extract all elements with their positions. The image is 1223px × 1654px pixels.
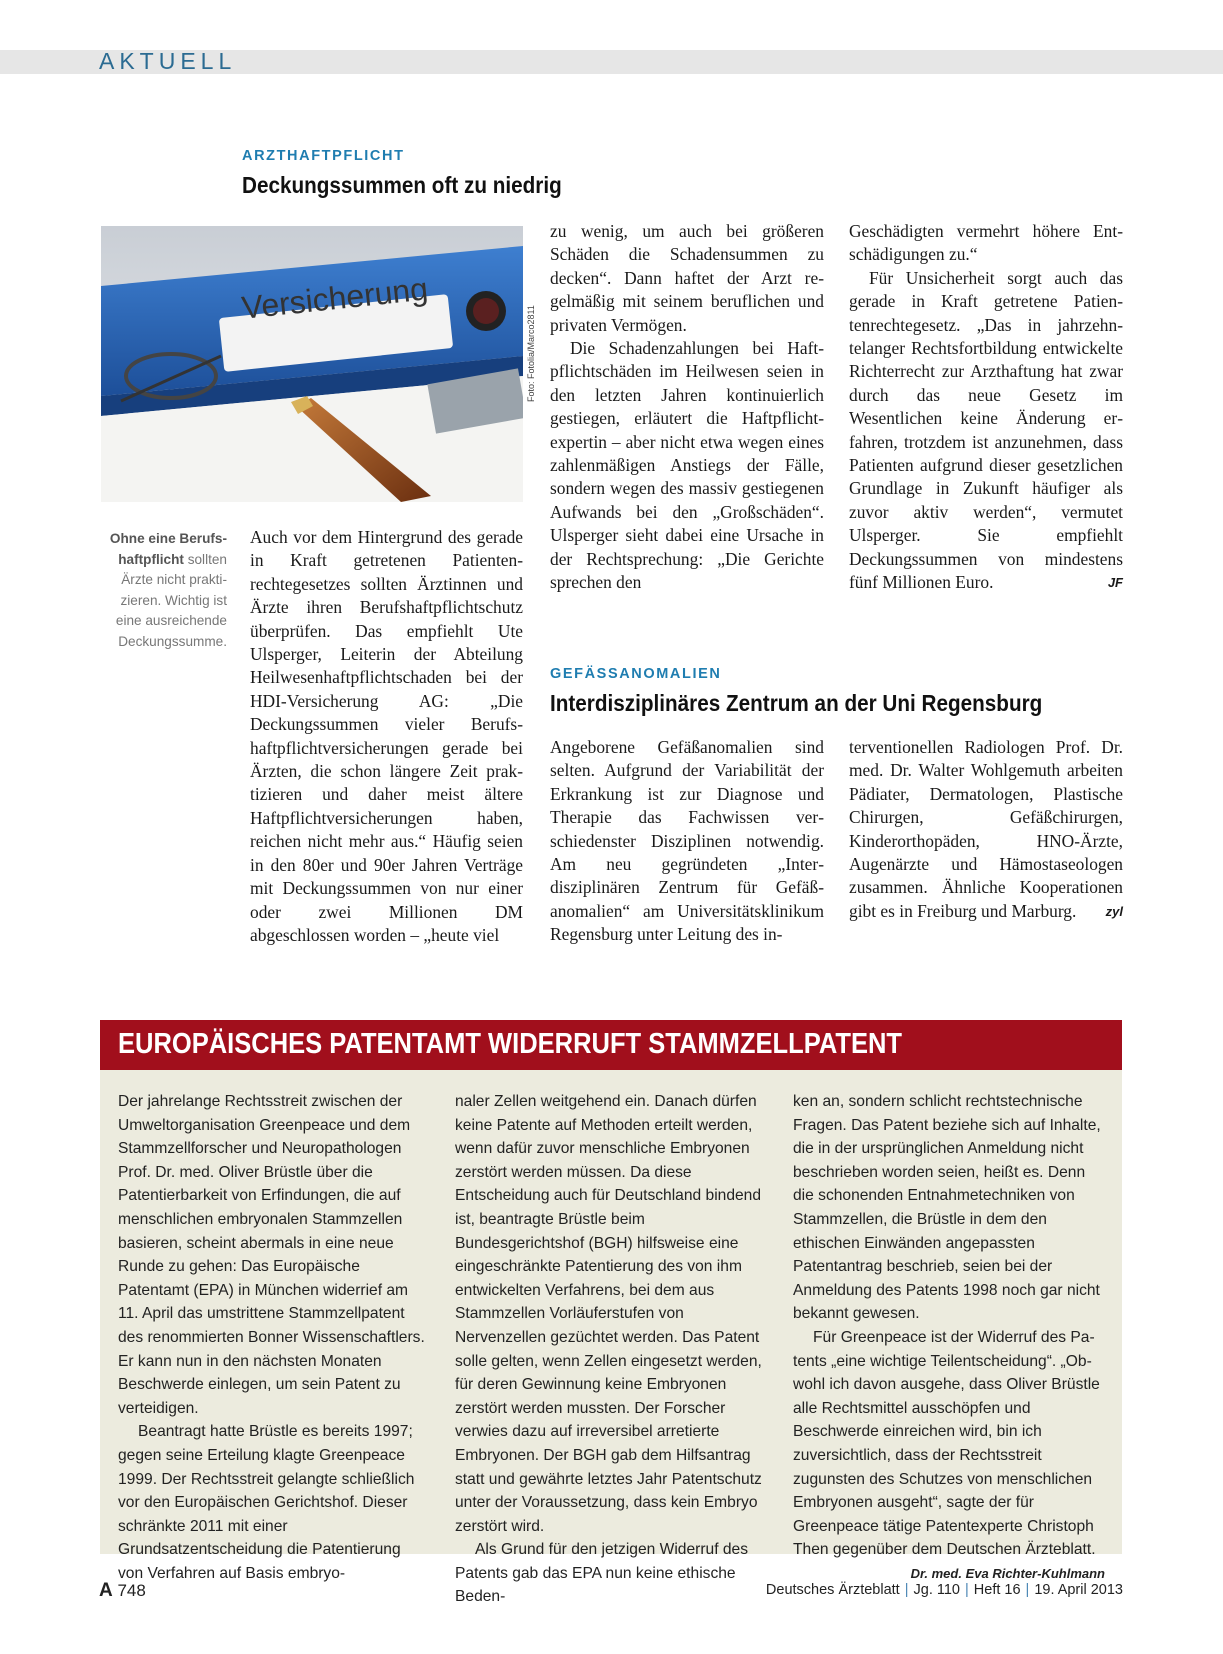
binder-label: Versicherung: [240, 270, 430, 326]
author-signature: JF: [1107, 575, 1123, 591]
section-label: AKTUELL: [99, 48, 237, 74]
caption-bold: Ohne eine Berufshaftpflicht: [109, 531, 227, 567]
article2-title: Interdisziplinäres Zentrum an der Uni Regensburg: [550, 690, 1043, 716]
author-signature: Dr. med. Eva Richter-Kuhlmann: [910, 1565, 1105, 1581]
paragraph: Die Schadenzahlungen bei Haftpflichtschäden im Heilwesen seien in den letzten Jahren kontinuierlich gestiegen, erläutert die Haftpflichtexpertin – aber nicht etwa wegen eines zahlenmäßigen Anstiegs der Fälle, sondern wegen des massiv gestiegenen Aufwands bei den „Großschäden“. Ulsperger sieht dabei eine Ursache in der Rechtsprechung: „Die Gerichte sprechen den: [550, 338, 824, 593]
journal-footer: Deutsches Ärzteblatt | Jg. 110 | Heft 16 | 19. April 2013: [765, 1582, 1123, 1598]
paragraph: Auch vor dem Hintergrund des gerade in Kraft getretenen Patientenrechtegesetzes sollten Ärztinnen und Ärzte ihren Berufshaftpflichtschutz überprüfen. Das empfiehlt Ute Ulsperger, Leiterin der Abteilung Heilwesenhaftpflichtschaden bei der HDI-Versicherung AG: „Die Deckungssummen vieler Berufshaftpflichtversicherungen gerade bei Ärzten, die schon längere Zeit praktizieren und daher meist ältere Haftpflichtversicherungen haben, reichen nicht mehr aus.“ Häufig seien in den 80er und 90er Jahren Verträge mit Deckungssummen von nur einer oder zwei Millionen DM abgeschlossen worden – „heute viel: [250, 527, 523, 945]
journal-volume: Jg. 110: [913, 1582, 960, 1598]
paragraph: naler Zellen weitgehend ein. Danach dürfen keine Patente auf Methoden erteilt werden, wenn dafür zuvor menschliche Embryonen zerstört werden müssen. Da diese Entscheidung auch für Deutschland bindend ist, beantragte Brüstle beim Bundesgerichtshof (BGH) hilfsweise eine eingeschränkte Patentierung des von ihm entwickelten Verfahrens, bei dem aus Stammzellen Vorläuferstufen von Nervenzellen gezüchtet werden. Das Patent solle gelten, wenn Zellen eingesetzt werden, für deren Gewinnung keine Embryonen zerstört werden mussten. Der Forscher verwies dazu auf irreversibel arretierte Embryonen. Der BGH gab dem Hilfsantrag statt und gewährte letztes Jahr Patentschutz unter der Voraussetzung, dass kein Embryo zerstört wird.: [455, 1093, 762, 1535]
box-column-2: [455, 1090, 768, 1609]
paragraph: ken an, sondern schlicht rechtstechnische Fragen. Das Patent beziehe sich auf Inhalte, die in der ursprünglichen Anmeldung nicht beschrieben worden seien, heißt es. Denn die schonenden Entnahmetechniken von Stammzellen, die Brüstle in dem den ethischen Einwänden angepassten Patentantrag beschrieb, seien bei der Anmeldung des Patents 1998 noch gar nicht bekannt gewesen.: [793, 1093, 1101, 1323]
box-column-3: [793, 1090, 1105, 1585]
photo-caption: [99, 529, 227, 652]
info-box-title: EUROPÄISCHES PATENTAMT WIDERRUFT STAMMZELLPATENT: [118, 1028, 902, 1060]
journal-name: Deutsches Ärzteblatt: [765, 1582, 900, 1598]
paragraph: Für Unsicherheit sorgt auch das gerade in Kraft getretene Patientenrechtegesetz. „Das in jahrzehntelanger Rechtsfortbildung entwickelte Richterrecht zur Arzthaftung hat zwar durch das neue Gesetz im Wesentlichen keine Änderung erfahren, trotzdem ist anzunehmen, dass Patienten aufgrund dieser gesetzlichen Grundlage in Zukunft häufiger als zuvor aktiv werden“, vermutet Ulsperger. Sie empfiehlt Deckungssummen von mindestens fünf Millionen Euro.: [849, 267, 1123, 593]
author-signature: zyl: [1105, 903, 1123, 919]
paragraph: terventionellen Radiologen Prof. Dr. med. Dr. Walter Wohlgemuth arbeiten Pädiater, Dermatologen, Plastische Chirurgen, Gefäßchirurgen, Kinderorthopäden, HNO-Ärzte, Augenärzte und Hämostaseologen zusammen. Ähnliche Kooperationen gibt es in Freiburg und Marburg.: [849, 737, 1123, 921]
paragraph: Der jahrelange Rechtsstreit zwischen der Umweltorganisation Greenpeace und dem Stammzellforscher und Neuropathologen Prof. Dr. med. Oliver Brüstle über die Patentierbarkeit von Erfindungen, die auf menschlichen embryonalen Stammzellen basieren, scheint abermals in eine neue Runde zu gehen: Das Europäische Patentamt (EPA) in München widerrief am 11. April das umstrittene Stammzellpatent des renommierten Bonner Wissenschaftlers. Er kann nun in den nächsten Monaten Beschwerde einlegen, um sein Patent zu verteidigen.: [118, 1093, 425, 1417]
paragraph: Beantragt hatte Brüstle es bereits 1997; gegen seine Erteilung klagte Greenpeace 1999. Der Rechtsstreit gelangte schließlich vor den Europäischen Gerichtshof. Dieser schränkte 2011 mit einer Grundsatzentscheidung die Patentierung von Verfahren auf Basis embryo-: [118, 1423, 415, 1582]
journal-date: 19. April 2013: [1034, 1582, 1123, 1598]
caption-text: sollten Ärzte nicht praktizieren. Wichtig ist eine ausreichende Deckungssumme.: [115, 551, 227, 649]
page-number: [99, 1580, 146, 1602]
journal-issue: Heft 16: [973, 1582, 1021, 1598]
paragraph: zu wenig, um auch bei größeren Schäden die Schadensummen zu decken“. Dann haftet der Arzt regelmäßig mit seinem beruflichen und privaten Vermögen.: [550, 221, 824, 335]
binder-illustration: [101, 226, 523, 502]
page-number-value: 748: [117, 1581, 146, 1600]
article1-column-2: [550, 220, 824, 595]
paragraph: Angeborene Gefäßanomalien sind selten. Aufgrund der Variabilität der Erkrankung ist zur Diagnose und Therapie das Fachwissen verschiedenster Disziplinen notwendig. Am neu gegründeten „Interdisziplinären Zentrum für Gefäßanomalien“ am Universitätsklinikum Regensburg unter Leitung des in-: [550, 737, 824, 945]
box-column-1: [118, 1090, 428, 1585]
paragraph: Als Grund für den jetzigen Widerruf des Patents gab das EPA nun keine ethische Beden-: [455, 1541, 749, 1606]
paragraph: Für Greenpeace ist der Widerruf des Patents „eine wichtige Teilentscheidung“. „Obwohl ich davon ausgehe, dass Oliver Brüstle alle Rechtsmittel ausschöpfen und Beschwerde einreichen wird, bin ich zuversichtlich, dass der Rechtsstreit zugunsten des Schutzes von menschlichen Embryonen ausgeht“, sagte der für Greenpeace tätige Patentexperte Christoph Then gegenüber dem Deutschen Ärzteblatt.: [793, 1328, 1100, 1559]
article-photo: [101, 226, 523, 502]
paragraph: Geschädigten vermehrt höhere Entschädigungen zu.“: [849, 221, 1123, 265]
article1-title: Deckungssummen oft zu niedrig: [242, 172, 562, 198]
article2-kicker: GEFÄSSANOMALIEN: [550, 666, 722, 682]
page-prefix: A: [99, 1580, 113, 1601]
article1-column-3: [849, 220, 1123, 595]
article1-kicker: ARZTHAFTPFLICHT: [242, 148, 405, 164]
article2-column-2: [849, 736, 1123, 923]
article1-column-1: [250, 526, 523, 947]
article2-column-1: [550, 736, 824, 947]
photo-credit: Foto: Fotolia/Marco2811: [526, 305, 536, 402]
